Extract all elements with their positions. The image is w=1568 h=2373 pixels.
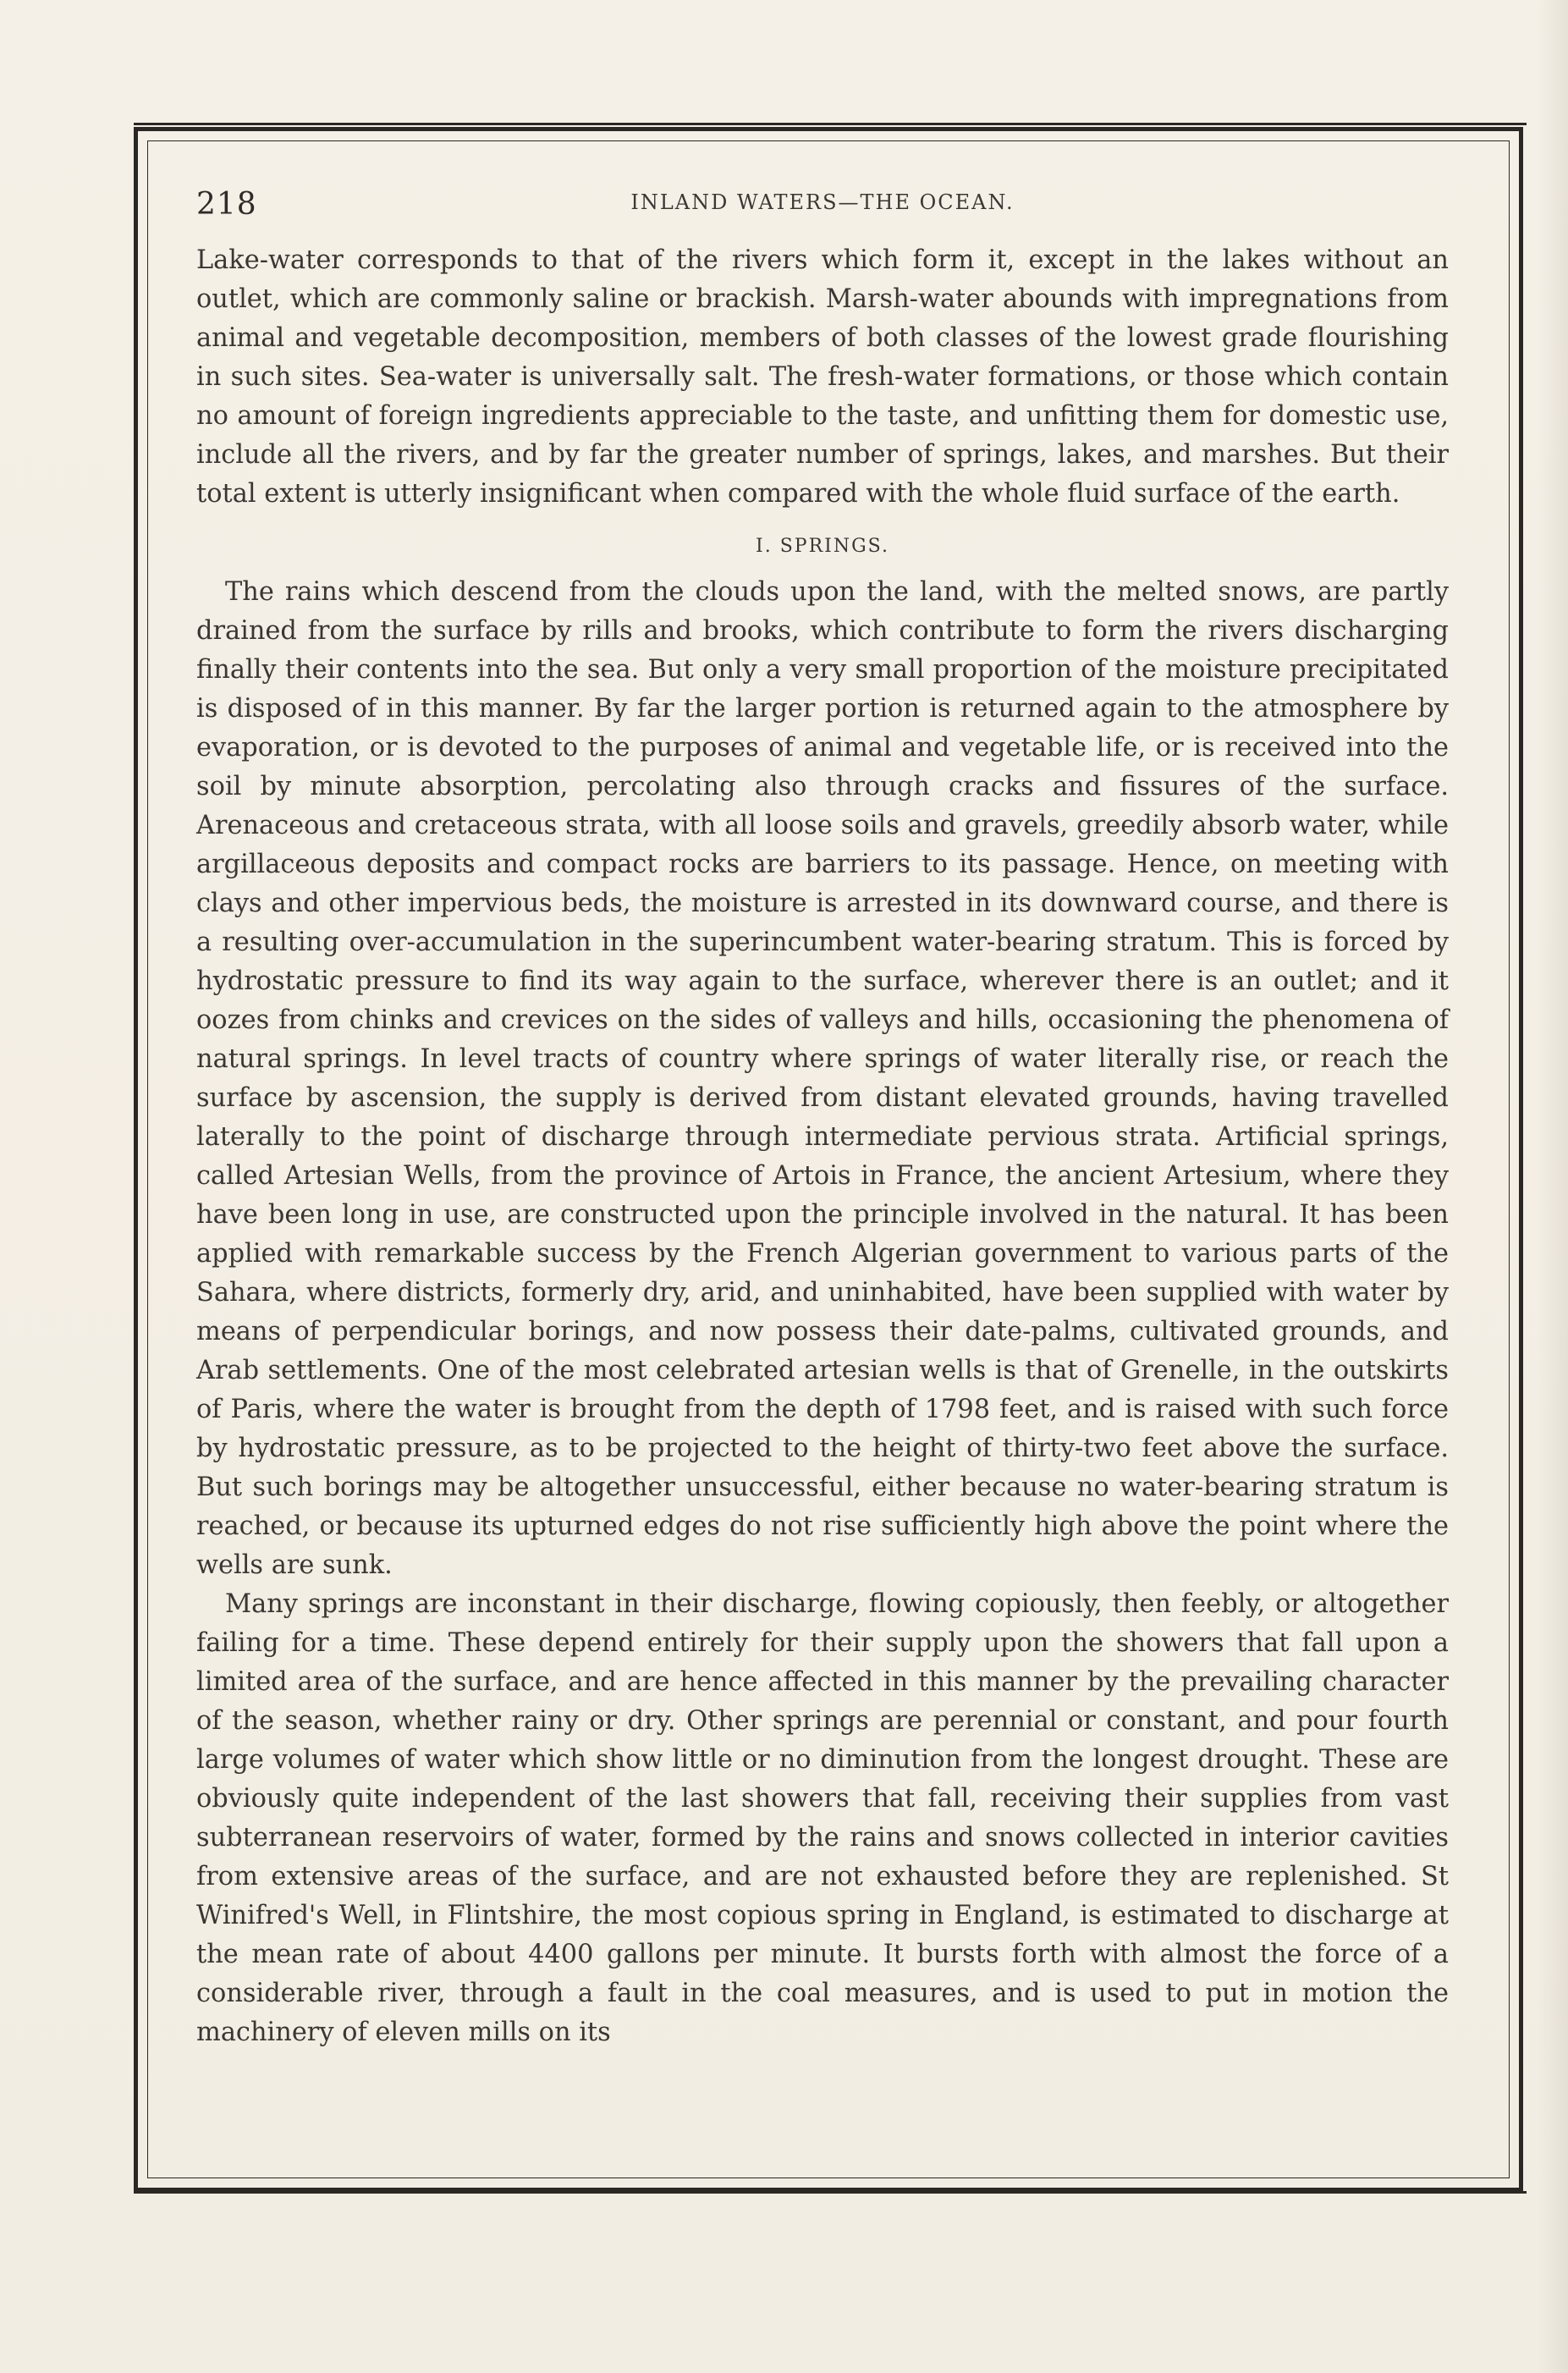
running-head <box>196 182 1449 228</box>
springs-paragraph-2: Many springs are inconstant in their discharge, flowing copiously, then feebly, or altogether failing for a time. These depend entirely for their supply upon the showers that fall upon a limited area of the surface, and are hence affected in this manner by the prevailing character of the season, whether rainy or dry. Other springs are perennial or constant, and pour fourth large volumes of water which show little or no diminution from the longest drought. These are obviously quite independent of the last showers that fall, receiving their supplies from vast subterranean reservoirs of water, formed by the rains and snows collected in interior cavities from extensive areas of the surface, and are not exhausted before they are replenished. St Winifred's Well, in Flintshire, the most copious spring in England, is estimated to discharge at the mean rate of about 4400 gallons per minute. It bursts forth with almost the force of a considerable river, through a fault in the coal measures, and is used to put in motion the machinery of eleven mills on its <box>196 1589 1449 2047</box>
page-content <box>196 182 1449 2052</box>
page-number: 218 <box>196 187 257 222</box>
running-title: INLAND WATERS—THE OCEAN. <box>630 190 1015 214</box>
bottom-rule-extension <box>134 2191 1527 2194</box>
spine-shadow <box>1538 0 1568 2373</box>
section-heading: I. SPRINGS. <box>756 536 889 557</box>
top-rule-extension <box>134 123 1527 125</box>
springs-paragraph-1: The rains which descend from the clouds upon the land, with the melted snows, are partly drained from the surface by rills and brooks, which contribute to form the rivers discharging finally their contents into the sea. But only a very small proportion of the moisture precipitated is disposed of in this manner. By far the larger portion is returned again to the atmosphere by evaporation, or is devoted to the purposes of animal and vegetable life, or is received into the soil by minute absorption, percolating also through cracks and fissures of the surface. Arenaceous and cretaceous strata, with all loose soils and gravels, greedily absorb water, while argillaceous deposits and compact rocks are barriers to its passage. Hence, on meeting with clays and other impervious beds, the moisture is arrested in its downward course, and there is a resulting over-accumulation in the superincumbent water-bearing stratum. This is forced by hydrostatic pressure to find its way again to the surface, wherever there is an outlet; and it oozes from chinks and crevices on the sides of valleys and hills, occasioning the phenomena of natural springs. In level tracts of country where springs of water literally rise, or reach the surface by ascension, the supply is derived from distant elevated grounds, having travelled laterally to the point of discharge through intermediate pervious strata. Artificial springs, called Artesian Wells, from the province of Artois in France, the ancient Artesium, where they have been long in use, are constructed upon the principle involved in the natural. It has been applied with remarkable success by the French Algerian government to various parts of the Sahara, where districts, formerly dry, arid, and uninhabited, have been supplied with water by means of perpendicular borings, and now possess their date-palms, cultivated grounds, and Arab settlements. One of the most celebrated artesian wells is that of Grenelle, in the outskirts of Paris, where the water is brought from the depth of 1798 feet, and is raised with such force by hydrostatic pressure, as to be projected to the height of thirty-two feet above the surface. But such borings may be altogether unsuccessful, either because no water-bearing stratum is reached, or because its upturned edges do not rise sufficiently high above the point where the wells are sunk. <box>196 577 1449 1580</box>
intro-paragraph: Lake-water corresponds to that of the rivers which form it, except in the lakes without an outlet, which are commonly saline or brackish. Marsh-water abounds with impregnations from animal and vegetable decomposition, members of both classes of the lowest grade flourishing in such sites. Sea-water is universally salt. The fresh-water formations, or those which contain no amount of foreign ingredients appreciable to the taste, and unfitting them for domestic use, include all the rivers, and by far the greater number of springs, lakes, and marshes. But their total extent is utterly insignificant when compared with the whole fluid surface of the earth. <box>196 245 1449 509</box>
